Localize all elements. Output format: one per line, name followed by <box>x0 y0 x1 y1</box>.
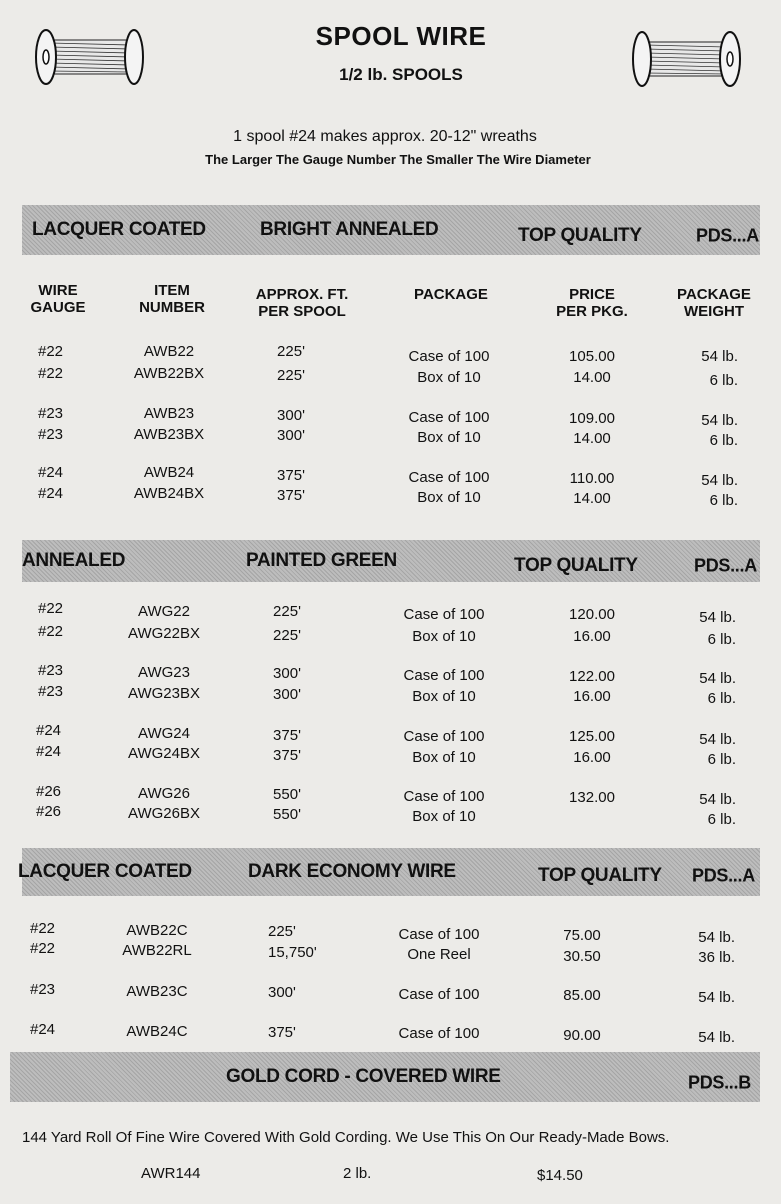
row-price: 75.00 <box>563 927 601 944</box>
row-gauge: #22 <box>30 920 56 937</box>
section-band-3 <box>18 848 760 896</box>
row-item: AWB22C <box>126 922 188 939</box>
row-item: AWB23 <box>143 405 195 422</box>
band-code: PDS...A <box>694 555 757 576</box>
row-item: AWB23C <box>126 983 188 1000</box>
row-gauge: #24 <box>36 722 62 739</box>
row-package: Case of 100 <box>408 409 490 426</box>
row-package: Case of 100 <box>403 728 485 745</box>
header-item-number: ITEM NUMBER <box>139 282 205 316</box>
row-package: Case of 100 <box>408 469 490 486</box>
row-package: Box of 10 <box>417 369 481 386</box>
row-item: AWG24BX <box>128 745 200 762</box>
row-price: 14.00 <box>573 430 611 447</box>
row-item: AWB24C <box>126 1023 188 1040</box>
row-weight: 6 lb. <box>707 751 736 768</box>
row-price: 105.00 <box>569 348 615 365</box>
row-gauge: #24 <box>38 485 64 502</box>
usage-note: 1 spool #24 makes approx. 20-12" wreaths <box>233 128 537 145</box>
page-subtitle: 1/2 lb. SPOOLS <box>339 65 463 84</box>
band-type: DARK ECONOMY WIRE <box>248 861 456 882</box>
row-price: 14.00 <box>573 369 611 386</box>
header-package: PACKAGE <box>414 286 488 303</box>
band-code: PDS...A <box>692 865 755 886</box>
row-ft: 300' <box>277 407 305 424</box>
row-price: 16.00 <box>573 688 611 705</box>
row-price: 122.00 <box>569 668 615 685</box>
row-ft: 375' <box>273 747 301 764</box>
row-price: 16.00 <box>573 749 611 766</box>
band-quality: TOP QUALITY <box>538 864 662 886</box>
row-weight: 54 lb. <box>701 472 738 489</box>
band-quality: TOP QUALITY <box>518 225 642 246</box>
row-item: AWB22BX <box>133 365 205 382</box>
row-gauge: #22 <box>38 623 64 640</box>
row-package: Case of 100 <box>408 348 490 365</box>
row-package: Case of 100 <box>398 986 480 1003</box>
section-band-1 <box>22 205 760 255</box>
row-weight: 6 lb. <box>709 492 738 509</box>
row-gauge: #26 <box>36 783 62 800</box>
header-price: PRICE PER PKG. <box>556 286 628 320</box>
row-weight: 6 lb. <box>709 432 738 449</box>
page-title: SPOOL WIRE <box>315 21 487 51</box>
row-package: Case of 100 <box>403 667 485 684</box>
row-gauge: #24 <box>30 1021 56 1038</box>
row-ft: 375' <box>273 727 301 744</box>
row-weight: 54 lb. <box>698 989 735 1006</box>
header-wire-gauge: WIRE GAUGE <box>30 282 86 316</box>
row-gauge: #24 <box>36 743 62 760</box>
gold-description: 144 Yard Roll Of Fine Wire Covered With Gold Cording. We Use This On Our Ready-Made Bows. <box>22 1129 670 1146</box>
row-package: Case of 100 <box>398 926 480 943</box>
row-item: AWG24 <box>138 725 190 742</box>
row-package: One Reel <box>407 946 471 963</box>
gold-weight: 2 lb. <box>343 1165 372 1182</box>
row-gauge: #23 <box>38 405 64 422</box>
band-coating: LACQUER COATED <box>32 219 206 240</box>
row-weight: 54 lb. <box>699 731 736 748</box>
spool-icon-right <box>630 30 742 88</box>
row-weight: 54 lb. <box>698 929 735 946</box>
row-gauge: #23 <box>38 662 64 679</box>
row-package: Box of 10 <box>412 688 476 705</box>
band-coating: LACQUER COATED <box>18 861 192 882</box>
row-weight: 6 lb. <box>709 372 738 389</box>
row-item: AWG26BX <box>128 805 200 822</box>
row-ft: 375' <box>268 1024 296 1041</box>
row-ft: 300' <box>273 686 301 703</box>
row-price: 125.00 <box>569 728 615 745</box>
row-weight: 54 lb. <box>699 791 736 808</box>
row-item: AWB24BX <box>133 485 205 502</box>
row-weight: 54 lb. <box>698 1029 735 1046</box>
row-weight: 36 lb. <box>698 949 735 966</box>
band-type: GOLD CORD - COVERED WIRE <box>226 1066 501 1087</box>
row-package: Case of 100 <box>403 788 485 805</box>
row-price: 16.00 <box>573 628 611 645</box>
row-gauge: #22 <box>30 940 56 957</box>
row-weight: 54 lb. <box>701 348 738 365</box>
band-type: PAINTED GREEN <box>246 550 397 571</box>
band-type: BRIGHT ANNEALED <box>260 219 439 240</box>
row-item: AWG23BX <box>128 685 200 702</box>
row-price: 85.00 <box>563 987 601 1004</box>
row-package: Box of 10 <box>417 429 481 446</box>
row-price: 120.00 <box>569 606 615 623</box>
row-package: Box of 10 <box>412 749 476 766</box>
row-item: AWB23BX <box>133 426 205 443</box>
row-weight: 54 lb. <box>701 412 738 429</box>
row-package: Case of 100 <box>398 1025 480 1042</box>
band-code: PDS...B <box>688 1072 751 1093</box>
row-price: 30.50 <box>563 948 601 965</box>
row-item: AWG23 <box>138 664 190 681</box>
spool-icon-left <box>34 28 146 86</box>
row-gauge: #24 <box>38 464 64 481</box>
band-coating: ANNEALED <box>22 550 126 571</box>
row-gauge: #22 <box>38 365 64 382</box>
row-price: 90.00 <box>563 1027 601 1044</box>
row-item: AWB24 <box>143 464 195 481</box>
row-item: AWG26 <box>138 785 190 802</box>
row-gauge: #23 <box>38 683 64 700</box>
gold-item: AWR144 <box>141 1165 201 1182</box>
row-package: Box of 10 <box>417 489 481 506</box>
row-gauge: #26 <box>36 803 62 820</box>
row-weight: 6 lb. <box>707 811 736 828</box>
row-weight: 6 lb. <box>707 690 736 707</box>
gauge-note: The Larger The Gauge Number The Smaller The Wire Diameter <box>205 152 591 167</box>
row-package: Box of 10 <box>412 628 476 645</box>
row-gauge: #23 <box>30 981 56 998</box>
section-band-2 <box>22 540 760 582</box>
row-package: Box of 10 <box>412 808 476 825</box>
row-ft: 225' <box>277 343 305 360</box>
row-price: 109.00 <box>569 410 615 427</box>
row-price: 14.00 <box>573 490 611 507</box>
row-item: AWB22RL <box>122 942 192 959</box>
row-ft: 300' <box>273 665 301 682</box>
row-ft: 225' <box>273 627 301 644</box>
header-approx-ft: APPROX. FT. PER SPOOL <box>255 286 349 320</box>
gold-price: $14.50 <box>537 1167 583 1184</box>
row-ft: 300' <box>277 427 305 444</box>
row-ft: 225' <box>268 923 296 940</box>
row-weight: 54 lb. <box>699 609 736 626</box>
row-item: AWB22 <box>143 343 195 360</box>
row-item: AWG22BX <box>128 625 200 642</box>
row-price: 132.00 <box>569 789 615 806</box>
row-gauge: #23 <box>38 426 64 443</box>
band-code: PDS...A <box>696 225 759 246</box>
row-gauge: #22 <box>38 600 64 617</box>
row-ft: 300' <box>268 984 296 1001</box>
row-ft: 375' <box>277 487 305 504</box>
row-gauge: #22 <box>38 343 64 360</box>
row-ft: 375' <box>277 467 305 484</box>
row-ft: 15,750' <box>268 944 317 961</box>
band-quality: TOP QUALITY <box>514 555 638 577</box>
row-ft: 550' <box>273 786 301 803</box>
header-package-weight: PACKAGE WEIGHT <box>677 286 751 320</box>
row-package: Case of 100 <box>403 606 485 623</box>
row-ft: 225' <box>277 367 305 384</box>
row-weight: 6 lb. <box>707 631 736 648</box>
section-band-gold <box>10 1052 760 1102</box>
row-ft: 550' <box>273 806 301 823</box>
row-ft: 225' <box>273 603 301 620</box>
row-item: AWG22 <box>138 603 190 620</box>
row-weight: 54 lb. <box>699 670 736 687</box>
row-price: 110.00 <box>569 470 615 487</box>
